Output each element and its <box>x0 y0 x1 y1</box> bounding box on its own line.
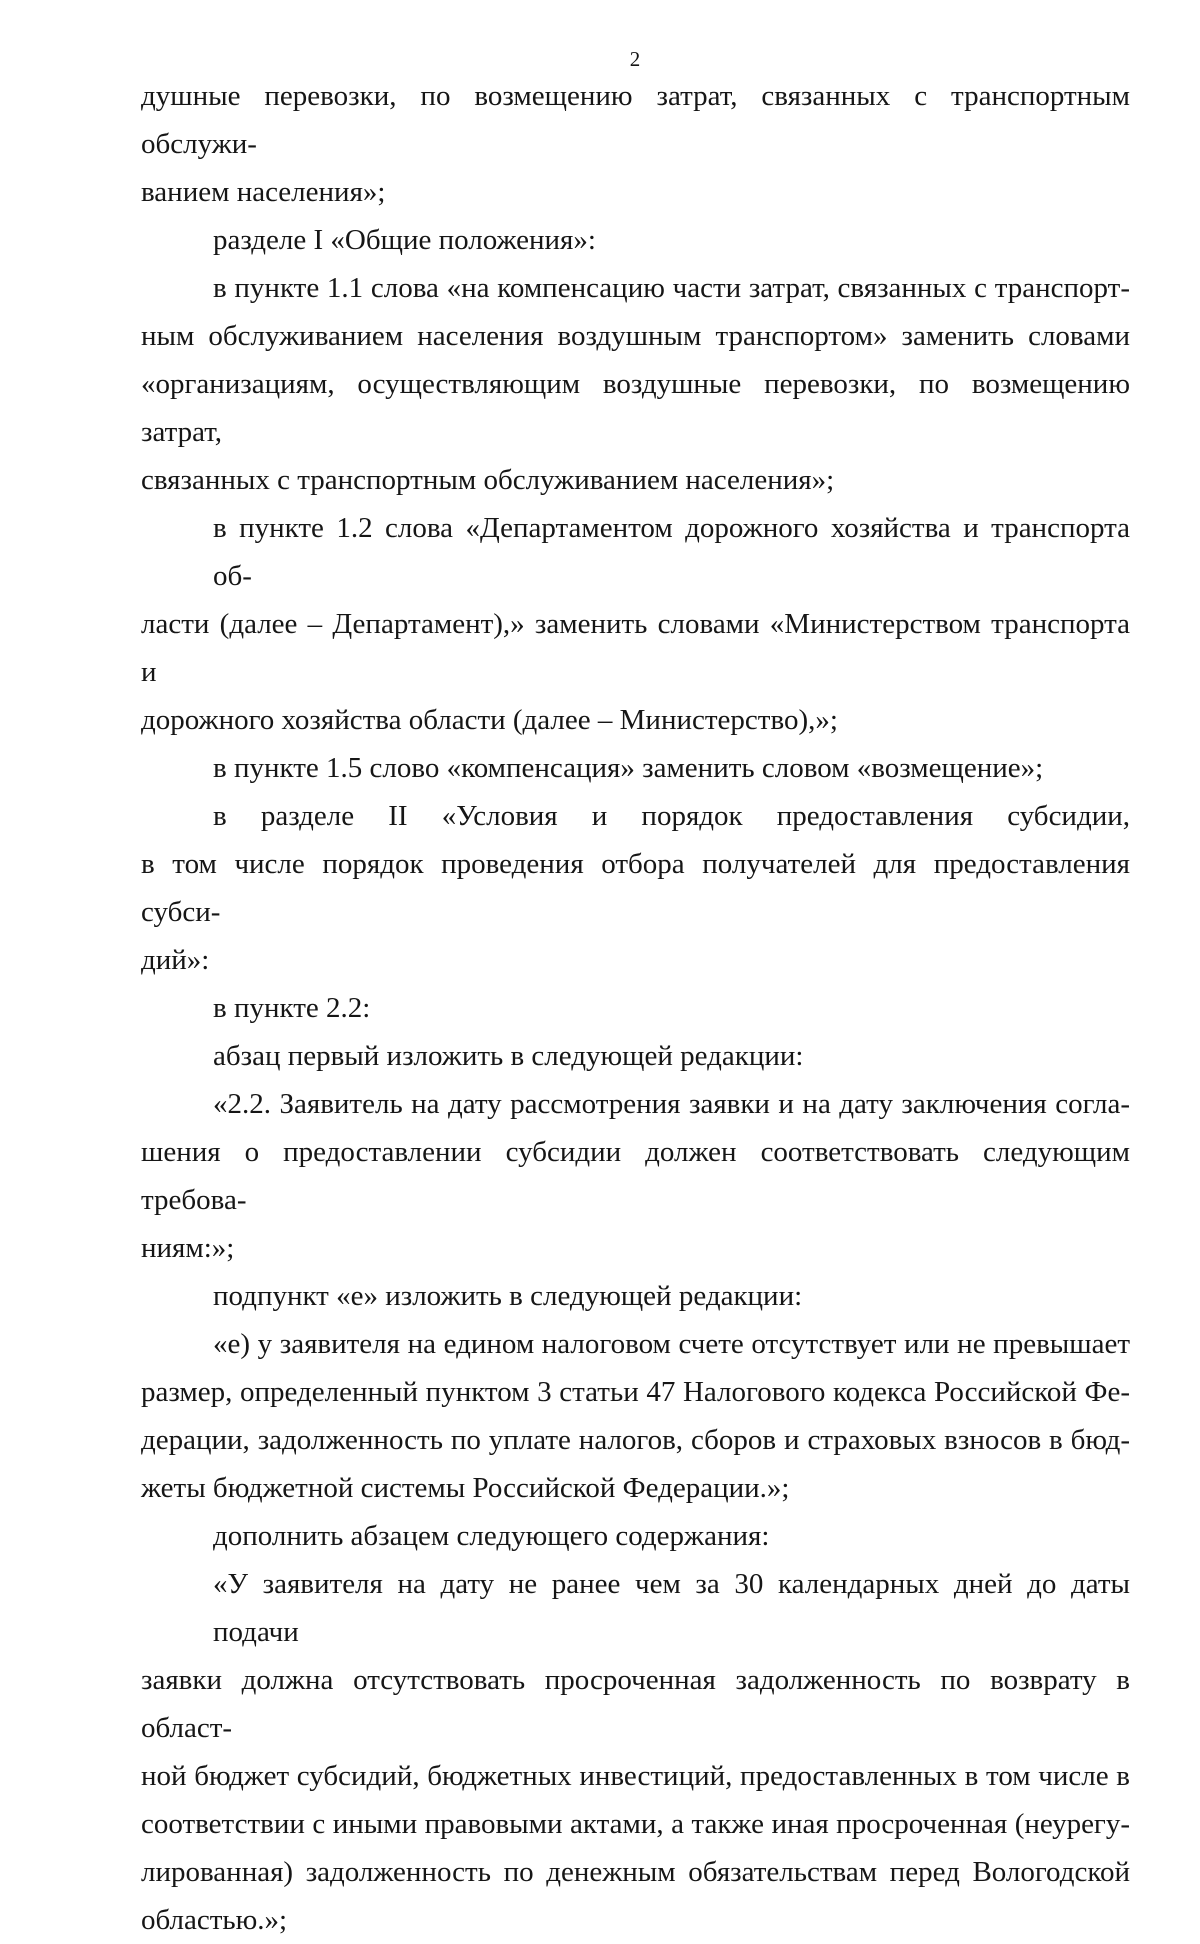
paragraph <box>141 1320 1130 1512</box>
page-number: 2 <box>629 47 641 71</box>
text-line: в пункте 1.5 слово «компенсация» заменить словом «возмещение»; <box>213 752 1044 784</box>
text-line: размер, определенный пунктом 3 статьи 47 Налогового кодекса Российской Фе- <box>141 1376 1130 1408</box>
text-line: подпункт «е» изложить в следующей редакции: <box>213 1280 803 1312</box>
text-line: ниям:»; <box>141 1232 235 1264</box>
text-line: «организациям, осуществляющим воздушные перевозки, по возмещению затрат, <box>141 368 1130 448</box>
text-line: разделе I «Общие положения»: <box>213 224 596 256</box>
text-line: в том числе порядок проведения отбора получателей для предоставления субси- <box>141 848 1130 928</box>
text-line: ным обслуживанием населения воздушным транспортом» заменить словами <box>141 320 1130 352</box>
text-line: дополнить абзацем следующего содержания: <box>213 1520 770 1552</box>
paragraph <box>141 504 1130 744</box>
text-line: лированная) задолженность по денежным обязательствам перед Вологодской <box>141 1856 1130 1888</box>
text-line: в пункте 1.2 слова «Департаментом дорожного хозяйства и транспорта об- <box>213 512 1130 592</box>
paragraph <box>141 1560 1130 1944</box>
text-line: заявки должна отсутствовать просроченная задолженность по возврату в област- <box>141 1664 1130 1744</box>
text-line: в пункте 2.2: <box>213 992 371 1024</box>
text-line: в пункте 1.1 слова «на компенсацию части затрат, связанных с транспорт- <box>213 272 1130 304</box>
paragraph <box>141 984 1130 1032</box>
paragraph <box>141 72 1130 216</box>
document-body <box>141 72 1130 1944</box>
text-line: абзац первый изложить в следующей редакции: <box>213 1040 804 1072</box>
text-line: в разделе II «Условия и порядок предоставления субсидии, <box>213 800 1130 832</box>
text-line: ласти (далее – Департамент),» заменить словами «Министерством транспорта и <box>141 608 1130 688</box>
paragraph <box>141 744 1130 792</box>
text-line: «2.2. Заявитель на дату рассмотрения заявки и на дату заключения согла- <box>213 1088 1130 1120</box>
text-line: жеты бюджетной системы Российской Федерации.»; <box>141 1472 790 1504</box>
paragraph <box>141 1032 1130 1080</box>
text-line: областью.»; <box>141 1904 288 1936</box>
paragraph <box>141 264 1130 504</box>
paragraph <box>141 792 1130 984</box>
text-line: связанных с транспортным обслуживанием населения»; <box>141 464 835 496</box>
text-line: «е) у заявителя на едином налоговом счете отсутствует или не превышает <box>213 1328 1130 1360</box>
paragraph <box>141 1512 1130 1560</box>
text-line: ной бюджет субсидий, бюджетных инвестиций, предоставленных в том числе в <box>141 1760 1130 1792</box>
paragraph <box>141 216 1130 264</box>
paragraph <box>141 1080 1130 1272</box>
paragraph <box>141 1272 1130 1320</box>
text-line: ванием населения»; <box>141 176 386 208</box>
text-line: шения о предоставлении субсидии должен соответствовать следующим требова- <box>141 1136 1130 1216</box>
text-line: дерации, задолженность по уплате налогов, сборов и страховых взносов в бюд- <box>141 1424 1130 1456</box>
text-line: душные перевозки, по возмещению затрат, связанных с транспортным обслужи- <box>141 80 1130 160</box>
text-line: дий»: <box>141 944 210 976</box>
text-line: дорожного хозяйства области (далее – Министерство),»; <box>141 704 838 736</box>
text-line: «У заявителя на дату не ранее чем за 30 календарных дней до даты подачи <box>213 1568 1130 1648</box>
text-line: соответствии с иными правовыми актами, а также иная просроченная (неурегу- <box>141 1808 1130 1840</box>
